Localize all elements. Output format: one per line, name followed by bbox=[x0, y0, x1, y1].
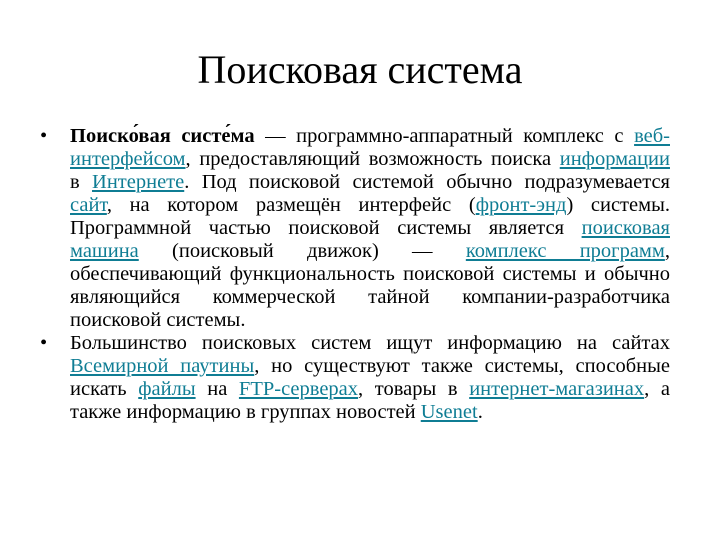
link-online-stores[interactable]: интернет-магазинах bbox=[469, 378, 645, 400]
text-span: , товары в bbox=[358, 378, 470, 400]
bullet-text-1 bbox=[70, 125, 670, 332]
text-span: (поисковый движок) — bbox=[138, 240, 466, 262]
term-bold: Поиско́вая систе́ма bbox=[70, 125, 255, 147]
link-information[interactable]: информации bbox=[559, 148, 670, 170]
slide-title: Поисковая система bbox=[197, 47, 523, 92]
bullet-text-2 bbox=[70, 332, 670, 424]
link-web-interface[interactable]: веб-интерфейсом bbox=[70, 125, 670, 170]
text-span: — программно-аппаратный комплекс с bbox=[254, 125, 635, 147]
link-front-end[interactable]: фронт-энд bbox=[475, 194, 567, 216]
text-span: , а также информацию в группах новостей bbox=[70, 378, 670, 423]
bullet-item-1 bbox=[40, 125, 670, 332]
link-internet[interactable]: Интернете bbox=[92, 171, 185, 193]
link-ftp-servers[interactable]: FTP-серверах bbox=[238, 378, 359, 400]
link-program-complex[interactable]: комплекс программ bbox=[465, 240, 665, 262]
link-files[interactable]: файлы bbox=[138, 378, 196, 400]
text-span: . Под поисковой системой обычно подразумевается bbox=[184, 171, 670, 193]
bullet-item-2 bbox=[40, 332, 670, 424]
bullet-dot: • bbox=[40, 332, 48, 354]
text-span: , но существуют также системы, способные искать bbox=[70, 355, 670, 400]
bullet-list bbox=[40, 125, 670, 424]
link-usenet[interactable]: Usenet bbox=[420, 401, 478, 423]
link-world-wide-web[interactable]: Всемирной паутины bbox=[70, 355, 255, 377]
text-span: в bbox=[70, 171, 93, 193]
link-site[interactable]: сайт bbox=[70, 194, 107, 216]
link-search-engine[interactable]: поисковая машина bbox=[70, 217, 670, 262]
text-span: . bbox=[477, 401, 483, 423]
text-span: на bbox=[195, 378, 239, 400]
text-span: , предоставляющий возможность поиска bbox=[185, 148, 560, 170]
text-span: ) системы. Программной частью поисковой системы является bbox=[70, 194, 670, 239]
bullet-dot: • bbox=[40, 125, 48, 147]
text-span: , на котором размещён интерфейс ( bbox=[106, 194, 476, 216]
text-span: , обеспечивающий функциональность поисковой системы и обычно являющийся коммерческой тайной компании-разработчика поисковой системы. bbox=[70, 240, 670, 331]
text-span: Большинство поисковых систем ищут информацию на сайтах bbox=[70, 332, 670, 354]
